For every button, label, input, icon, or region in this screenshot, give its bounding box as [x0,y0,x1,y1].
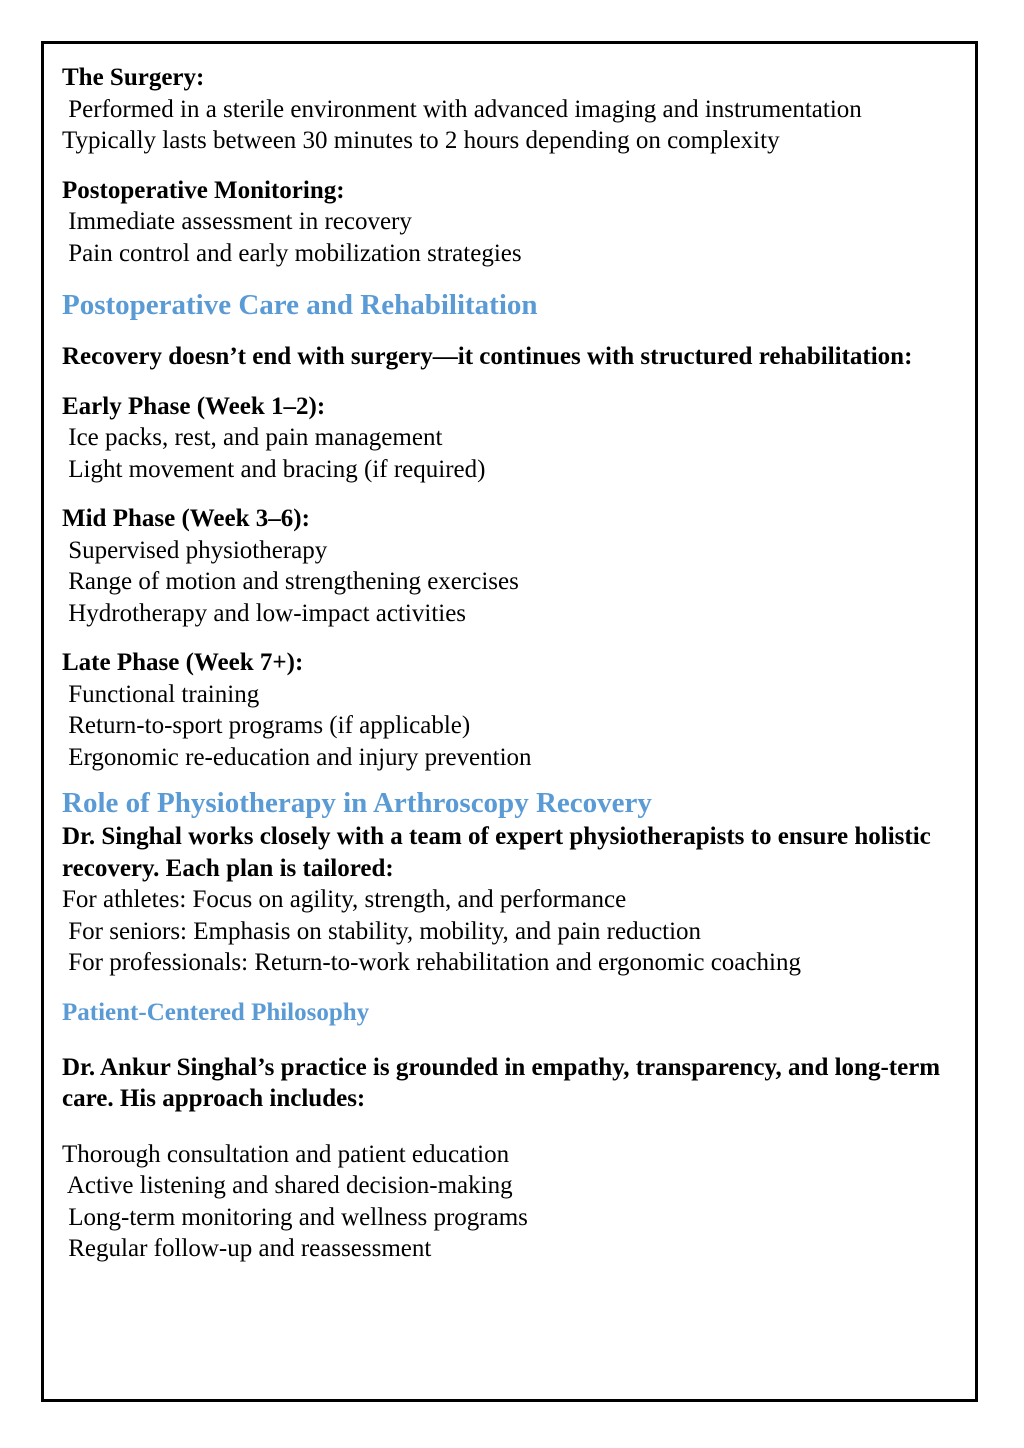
late-phase-item: Functional training [62,680,260,708]
physio-role-item: For athletes: Focus on agility, strength, and performance [62,886,627,913]
philosophy-item: Long-term monitoring and wellness programs [62,1203,528,1231]
postop-monitoring-item: Immediate assessment in recovery [62,208,412,235]
late-phase-item: Ergonomic re-education and injury prevention [62,743,532,771]
mid-phase-item: Supervised physiotherapy [62,536,328,564]
mid-phase-heading: Mid Phase (Week 3–6): [62,505,310,532]
early-phase-item: Light movement and bracing (if required) [62,455,486,483]
postop-monitoring-heading: Postoperative Monitoring: [62,176,345,204]
surgery-item: Performed in a sterile environment with advanced imaging and instrumentation [62,95,862,123]
physio-role-item: For seniors: Emphasis on stability, mobility, and pain reduction [62,917,702,945]
philosophy-item: Regular follow-up and reassessment [62,1235,432,1262]
late-phase-heading: Late Phase (Week 7+): [62,649,304,676]
care-rehab-intro: Recovery doesn’t end with surgery—it continues with structured rehabilitation: [62,343,913,370]
philosophy-intro: Dr. Ankur Singhal’s practice is grounded in empathy, transparency, and long-term care. His approach includes: [62,1053,941,1112]
surgery-heading: The Surgery: [62,64,205,91]
philosophy-item: Active listening and shared decision-making [62,1172,513,1199]
document-content [62,62,962,1265]
care-rehab-title: Postoperative Care and Rehabilitation [62,289,538,321]
late-phase-item: Return-to-sport programs (if applicable) [62,712,471,739]
early-phase-heading: Early Phase (Week 1–2): [62,392,326,420]
surgery-item: Typically lasts between 30 minutes to 2 hours depending on complexity [62,127,780,154]
philosophy-item: Thorough consultation and patient education [62,1140,510,1168]
physio-role-intro: Dr. Singhal works closely with a team of expert physiotherapists to ensure holistic recovery. Each plan is tailored: [62,823,931,882]
philosophy-title: Patient-Centered Philosophy [62,998,370,1026]
physio-role-item: For professionals: Return-to-work rehabilitation and ergonomic coaching [62,949,801,976]
mid-phase-item: Hydrotherapy and low-impact activities [62,599,467,627]
physio-role-title: Role of Physiotherapy in Arthroscopy Recovery [62,787,652,819]
early-phase-item: Ice packs, rest, and pain management [62,424,443,451]
mid-phase-item: Range of motion and strengthening exercises [62,568,519,595]
postop-monitoring-item: Pain control and early mobilization strategies [62,239,522,267]
